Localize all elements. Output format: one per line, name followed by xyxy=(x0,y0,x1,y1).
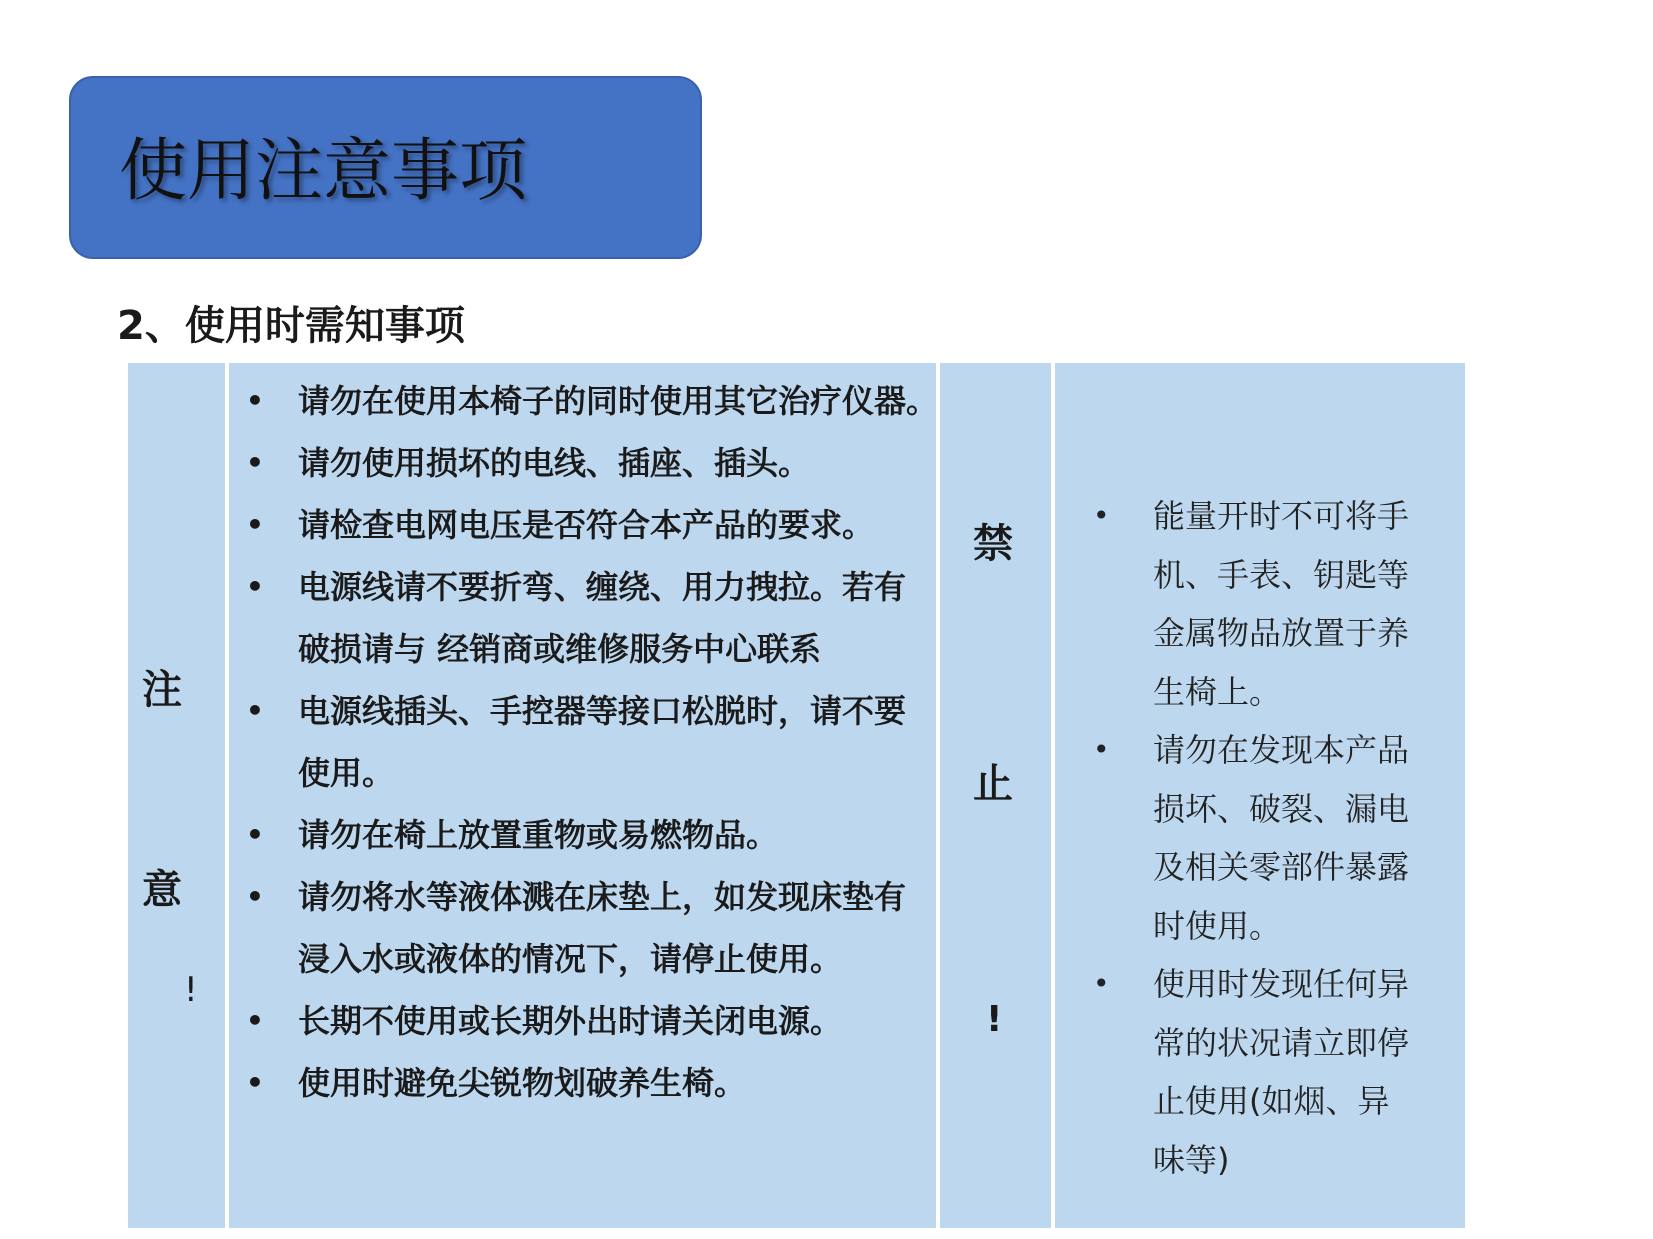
list-item-line: 机、手表、钥匙等 xyxy=(1153,555,1410,594)
list-item-line: 常的状况请立即停 xyxy=(1153,1023,1410,1062)
list-item-text: 请检查电网电压是否符合本产品的要求。 xyxy=(298,506,875,544)
list-item-continuation xyxy=(229,742,929,804)
prohibited-list xyxy=(1055,487,1475,1189)
notice-heading-char: 注 xyxy=(142,667,182,713)
bullet-icon: • xyxy=(246,818,264,851)
section-subtitle: 2、使用时需知事项 xyxy=(117,303,465,349)
list-item xyxy=(229,370,939,432)
list-item-line: 损坏、破裂、漏电 xyxy=(1153,789,1410,828)
list-item-line: 味等) xyxy=(1153,1140,1230,1179)
list-item xyxy=(229,432,929,494)
bullet-icon: • xyxy=(246,508,264,541)
bullet-icon: • xyxy=(1093,499,1110,532)
list-item-line: 及相关零部件暴露 xyxy=(1153,848,1410,886)
bullet-icon: • xyxy=(1093,967,1110,1000)
list-item xyxy=(229,990,929,1052)
prohibited-heading-char: 止 xyxy=(973,761,1013,807)
list-item-text: 使用。 xyxy=(298,754,395,792)
list-item-text: 破损请与 经销商或维修服务中心联系 xyxy=(298,630,822,668)
list-item xyxy=(229,556,929,618)
notice-heading-char: ! xyxy=(184,970,198,1010)
list-item-line: 止使用(如烟、异 xyxy=(1153,1082,1390,1120)
notice-list-cell xyxy=(229,363,939,1228)
list-item-line: 金属物品放置于养 xyxy=(1153,614,1410,652)
prohibited-heading-cell xyxy=(940,363,1051,1228)
notice-heading-cell xyxy=(128,363,225,1228)
list-item-line: 时使用。 xyxy=(1153,906,1282,945)
list-item-text: 浸入水或液体的情况下，请停止使用。 xyxy=(298,940,843,978)
list-item xyxy=(1055,721,1475,955)
bullet-icon: • xyxy=(246,880,264,913)
list-item-text: 请勿使用损坏的电线、插座、插头。 xyxy=(298,444,811,482)
prohibited-heading-char: 禁 xyxy=(973,521,1013,567)
list-item xyxy=(229,1052,929,1114)
bullet-icon: • xyxy=(246,384,264,417)
list-item xyxy=(229,866,929,928)
bullet-icon: • xyxy=(246,694,264,727)
list-item xyxy=(229,804,929,866)
prohibited-list-cell xyxy=(1055,363,1465,1228)
bullet-icon: • xyxy=(1093,733,1110,766)
list-item xyxy=(229,494,929,556)
list-item-text: 长期不使用或长期外出时请关闭电源。 xyxy=(298,1002,843,1040)
bullet-icon: • xyxy=(246,1066,264,1099)
list-item-text: 请勿将水等液体溅在床垫上，如发现床垫有 xyxy=(298,878,907,916)
page-title: 使用注意事项 xyxy=(119,132,528,211)
notice-list xyxy=(229,370,939,1114)
list-item xyxy=(229,680,929,742)
list-item-line: 请勿在发现本产品 xyxy=(1153,731,1410,769)
list-item-line: 使用时发现任何异 xyxy=(1153,965,1410,1003)
bullet-icon: • xyxy=(246,570,264,603)
prohibited-heading-char: ! xyxy=(986,999,1003,1040)
title-banner xyxy=(69,76,702,259)
notice-heading-char: 意 xyxy=(142,867,182,913)
list-item xyxy=(1055,955,1475,1189)
list-item-text: 电源线插头、手控器等接口松脱时，请不要 xyxy=(298,692,907,730)
list-item-text: 电源线请不要折弯、缠绕、用力拽拉。若有 xyxy=(298,568,907,606)
list-item-line: 生椅上。 xyxy=(1153,672,1282,711)
list-item xyxy=(1055,487,1475,721)
bullet-icon: • xyxy=(246,446,264,479)
list-item-line: 能量开时不可将手 xyxy=(1153,497,1410,535)
list-item-text: 请勿在使用本椅子的同时使用其它治疗仪器。 xyxy=(298,382,939,420)
list-item-continuation xyxy=(229,618,929,680)
list-item-text: 使用时避免尖锐物划破养生椅。 xyxy=(298,1064,747,1102)
list-item-continuation xyxy=(229,928,929,990)
list-item-text: 请勿在椅上放置重物或易燃物品。 xyxy=(298,816,779,854)
bullet-icon: • xyxy=(246,1004,264,1037)
